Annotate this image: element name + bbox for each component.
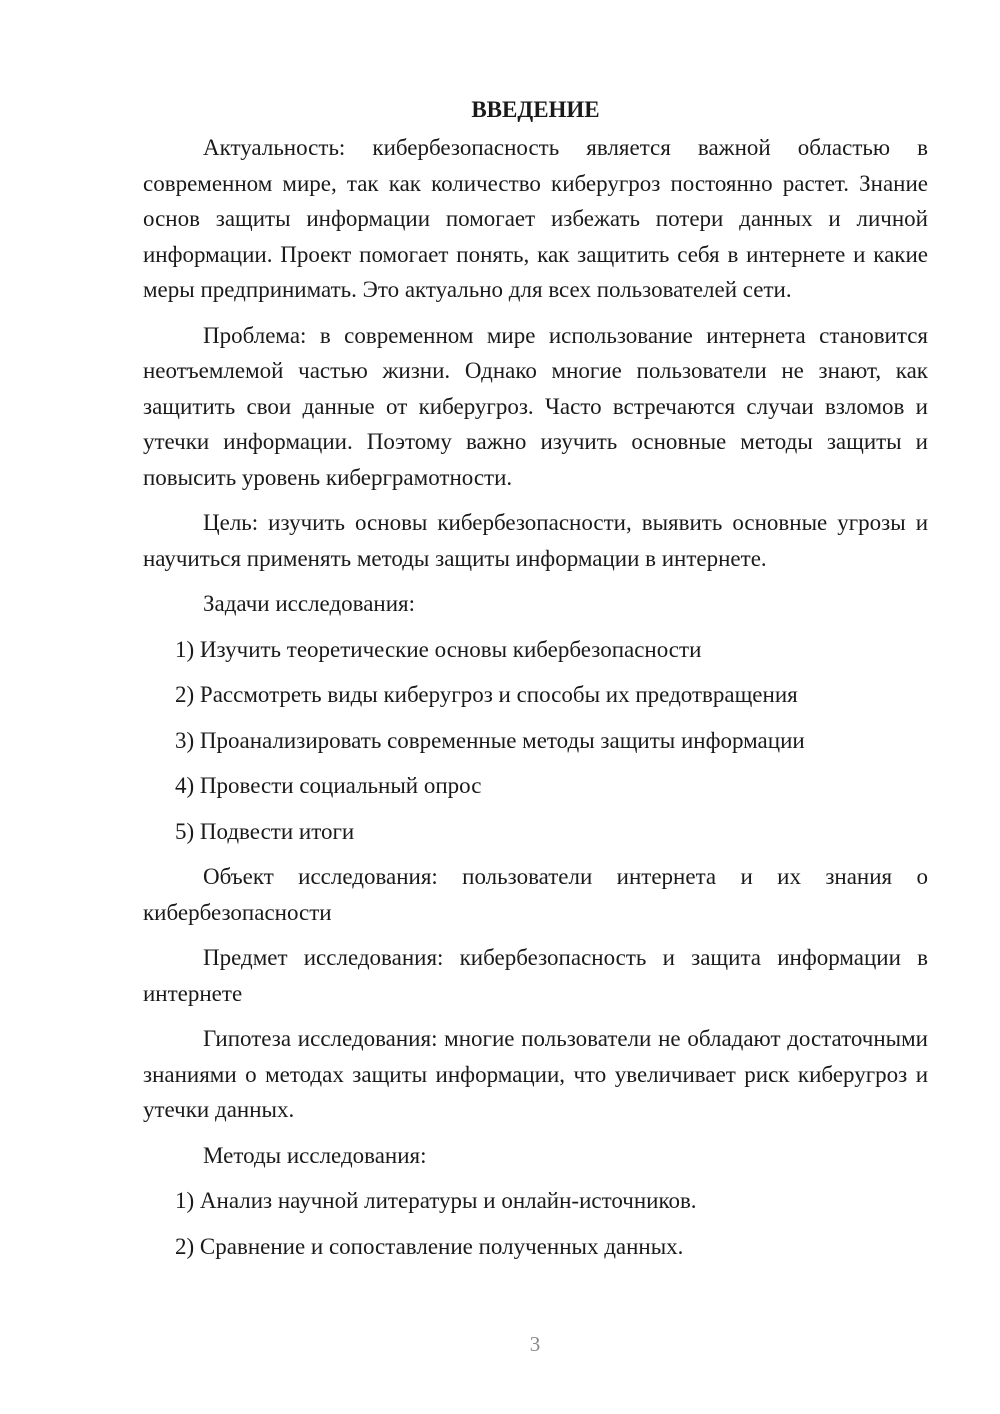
tasks-label: Задачи исследования: — [203, 591, 416, 616]
task-item: 1) Изучить теоретические основы кибербезопасности — [175, 636, 702, 662]
tasks-list — [143, 632, 928, 850]
method-item: 2) Сравнение и сопоставление полученных данных. — [175, 1233, 684, 1259]
methods-list — [143, 1183, 928, 1264]
hypothesis-paragraph: Гипотеза исследования: многие пользователи не обладают достаточными знаниями о методах защиты информации, что увеличивает риск киберугроз и утечки данных. — [143, 1026, 928, 1122]
page-content — [143, 92, 928, 1274]
method-item: 1) Анализ научной литературы и онлайн-источников. — [175, 1188, 697, 1213]
task-item: 2) Рассмотреть виды киберугроз и способы их предотвращения — [175, 682, 798, 707]
relevance-paragraph: Актуальность: кибербезопасность является важной областью в современном мире, так как количество киберугроз постоянно растет. Знание основ защиты информации помогает избежать потери данных и личной информации. Проект помогает понять, как защитить себя в интернете и какие меры предпринимать. Это актуально для всех пользователей сети. — [143, 135, 928, 302]
methods-label: Методы исследования: — [203, 1142, 427, 1168]
section-heading: ВВЕДЕНИЕ — [471, 97, 600, 122]
object-paragraph: Объект исследования: пользователи интернета и их знания о кибербезопасности — [143, 864, 928, 925]
task-item: 4) Провести социальный опрос — [175, 773, 482, 798]
problem-paragraph: Проблема: в современном мире использование интернета становится неотъемлемой частью жизни. Однако многие пользователи не знают, как защитить свои данные от киберугроз. Часто встречаются случаи взломов и утечки информации. Поэтому важно изучить основные методы защиты и повысить уровень киберграмотности. — [143, 322, 928, 490]
subject-paragraph: Предмет исследования: кибербезопасность и защита информации в интернете — [143, 945, 928, 1006]
task-item: 3) Проанализировать современные методы защиты информации — [175, 727, 805, 753]
page-number: 3 — [529, 1332, 541, 1356]
task-item: 5) Подвести итоги — [175, 818, 355, 844]
goal-paragraph: Цель: изучить основы кибербезопасности, выявить основные угрозы и научиться применять методы защиты информации в интернете. — [143, 510, 928, 571]
